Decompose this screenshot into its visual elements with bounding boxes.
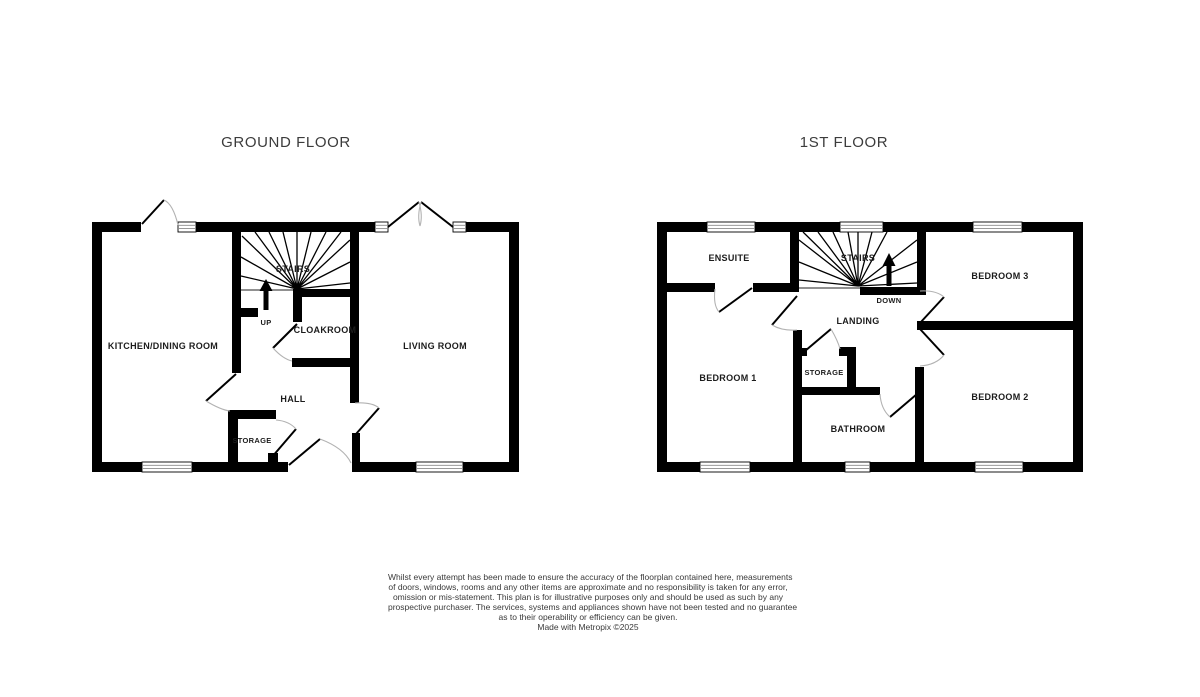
- first-door-symbols: [715, 288, 945, 417]
- door-swing-symbol: [142, 200, 178, 225]
- ground-floor-title: GROUND FLOOR: [221, 134, 351, 151]
- door-swing-symbol: [206, 374, 236, 411]
- room-label-living: LIVING ROOM: [403, 341, 467, 351]
- disclaimer-line: of doors, windows, rooms and any other items are approximate and no responsibility is taken for any error,: [388, 582, 788, 592]
- room-label-bedroom1: BEDROOM 1: [699, 373, 757, 383]
- door-swing-symbol: [355, 403, 379, 434]
- ground-floor-plan: [92, 200, 519, 472]
- room-label-bedroom3: BEDROOM 3: [971, 271, 1029, 281]
- room-label-ensuite: ENSUITE: [708, 253, 750, 263]
- door-swing-symbol: [880, 394, 917, 417]
- window-symbol: [700, 462, 750, 472]
- window-symbol: [975, 462, 1023, 472]
- window-symbol: [375, 222, 388, 232]
- room-label-cloakroom: CLOAKROOM: [293, 325, 357, 335]
- door-swing-symbol: [715, 288, 753, 312]
- door-swing-symbol: [920, 329, 944, 366]
- room-label-stairs-first: STAIRS: [840, 253, 876, 263]
- disclaimer-line: omission or mis-statement. This plan is for illustrative purposes only and should be used as such by any: [392, 592, 784, 602]
- stairs-up-arrow-icon: [260, 279, 273, 310]
- disclaimer-line: Whilst every attempt has been made to ensure the accuracy of the floorplan contained here, measurements: [388, 572, 793, 582]
- door-swing-symbol: [920, 291, 944, 323]
- stairs-direction-label-up: UP: [260, 318, 272, 327]
- room-label-bathroom: BATHROOM: [830, 424, 886, 434]
- room-label-bedroom2: BEDROOM 2: [971, 392, 1029, 402]
- first-floor-plan: [657, 222, 1083, 472]
- stairs-direction-label-down: DOWN: [876, 296, 902, 305]
- room-label-landing: LANDING: [836, 316, 880, 326]
- door-swing-symbol: [805, 329, 840, 351]
- window-symbol: [840, 222, 883, 232]
- disclaimer-line: prospective purchaser. The services, systems and appliances shown have not been tested and no guarantee: [388, 602, 798, 612]
- window-symbol: [178, 222, 196, 232]
- room-label-hall: HALL: [280, 394, 306, 404]
- window-symbol: [973, 222, 1022, 232]
- french-door-symbol: [388, 202, 453, 227]
- window-symbol: [142, 462, 192, 472]
- room-label-kitchen: KITCHEN/DINING ROOM: [107, 341, 219, 351]
- window-symbol: [707, 222, 755, 232]
- window-symbol: [845, 462, 870, 472]
- disclaimer-text: [388, 572, 798, 632]
- metropix-credit: Made with Metropix ©2025: [537, 622, 639, 632]
- room-label-storage-ground: STORAGE: [232, 436, 272, 445]
- door-swing-symbol: [272, 420, 296, 457]
- room-label-stairs-ground: STAIRS: [275, 264, 311, 274]
- door-swing-symbol: [772, 296, 797, 330]
- window-symbol: [453, 222, 466, 232]
- door-swing-symbol: [289, 439, 351, 465]
- disclaimer-line: as to their operability or efficiency can be given.: [498, 612, 678, 622]
- room-label-storage-first: STORAGE: [804, 368, 844, 377]
- window-symbol: [416, 462, 463, 472]
- first-floor-title: 1ST FLOOR: [799, 134, 889, 151]
